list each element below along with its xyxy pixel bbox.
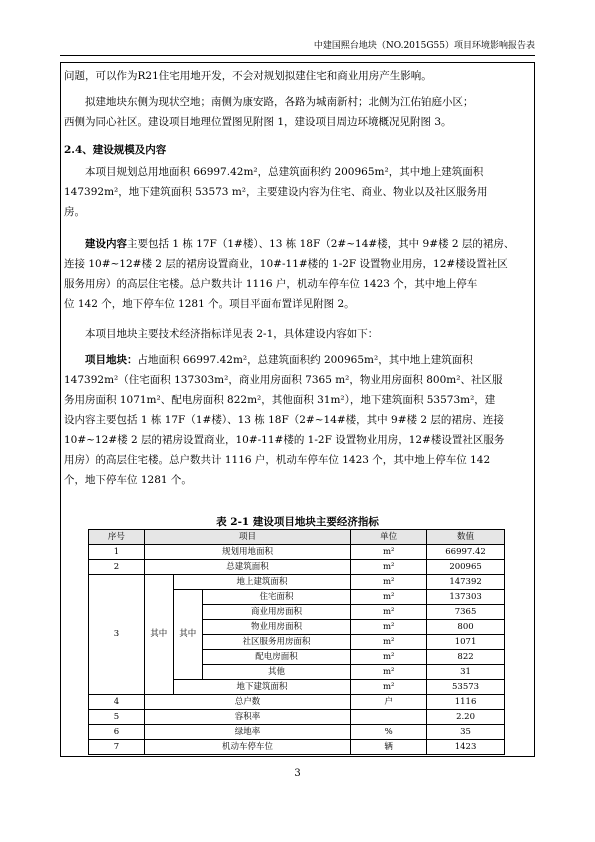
text-line: 用房）的高层住宅楼。总户数共计 1116 户，机动车停车位 1423 个，其中地上停车位 142 (64, 454, 491, 466)
page-number: 3 (294, 768, 301, 779)
text-line: 10#~12#楼 2 层的裙房设置商业，10#-11#楼的 1-2F 设置物业用房，12#楼设置社区服务 (64, 434, 505, 446)
row-unit: % (351, 725, 427, 740)
text-line: 项目地块：占地面积 66997.42m²，总建筑面积约 200965m²，其中地上建筑面积 (85, 354, 473, 366)
row-item: 其他 (202, 665, 351, 680)
row-item: 住宅面积 (202, 590, 351, 605)
header-unit: 单位 (351, 530, 427, 545)
table-row (89, 695, 505, 710)
row-value: 2.20 (427, 710, 505, 725)
paragraph-table-reference (64, 324, 531, 344)
text-line: 本项目规划总用地面积 66997.42m²，总建筑面积约 200965m²，其中地上建筑面积 (85, 166, 484, 178)
bold-lead: 项目地块： (85, 354, 138, 366)
table-row (89, 710, 505, 725)
row-no: 6 (89, 725, 145, 740)
table-header-row (89, 530, 505, 545)
row-item: 物业用房面积 (202, 620, 351, 635)
paragraph-land-use (64, 66, 531, 86)
row-item: 总户数 (144, 695, 350, 710)
row-no: 1 (89, 545, 145, 560)
row-value: 200965 (427, 560, 505, 575)
subgroup-label: 其中 (173, 590, 202, 680)
row-unit: m² (351, 665, 427, 680)
row-item: 规划用地面积 (144, 545, 350, 560)
row-value: 822 (427, 650, 505, 665)
text-line: 本项目地块主要技术经济指标详见表 2-1，具体建设内容如下： (85, 328, 379, 340)
table-title: 表 2-1 建设项目地块主要经济指标 (216, 516, 379, 528)
row-unit: m² (351, 620, 427, 635)
row-unit: m² (351, 680, 427, 695)
text-line: 服务用房）的高层住宅楼。总户数共计 1116 户，机动车停车位 1423 个，其中地上停车 (64, 278, 478, 290)
text-line: 房。 (64, 206, 85, 218)
paragraph-surroundings (64, 92, 531, 132)
row-value: 800 (427, 620, 505, 635)
table-row (89, 560, 505, 575)
row-value: 53573 (427, 680, 505, 695)
row-unit: m² (351, 560, 427, 575)
text-line: 个，地下停车位 1281 个。 (64, 474, 192, 486)
economic-indicators-table (88, 529, 505, 755)
row-no: 5 (89, 710, 145, 725)
row-value: 1116 (427, 695, 505, 710)
row-unit (351, 710, 427, 725)
bold-lead: 建设内容 (85, 238, 127, 250)
row-unit: 户 (351, 695, 427, 710)
text-line: 建设内容主要包括 1 栋 17F（1#楼）、13 栋 18F（2#~14#楼，其中 9#楼 2 层的裙房、 (85, 238, 515, 250)
table-row (89, 725, 505, 740)
row-item: 配电房面积 (202, 650, 351, 665)
row-value: 7365 (427, 605, 505, 620)
header-no: 序号 (89, 530, 145, 545)
row-item: 总建筑面积 (144, 560, 350, 575)
row-unit: m² (351, 575, 427, 590)
header-rule (60, 55, 535, 56)
row-unit: 辆 (351, 740, 427, 755)
paragraph-scale (64, 162, 531, 222)
header-value: 数值 (427, 530, 505, 545)
row-unit: m² (351, 605, 427, 620)
table-row (89, 740, 505, 755)
row-item: 绿地率 (144, 725, 350, 740)
text-line: 147392m²（住宅面积 137303m²，商业用房面积 7365 m²，物业用房面积 800m²、社区服 (64, 374, 503, 386)
row-no: 2 (89, 560, 145, 575)
row-unit: m² (351, 590, 427, 605)
row-no: 3 (89, 575, 145, 695)
row-item: 机动车停车位 (144, 740, 350, 755)
table-row (89, 545, 505, 560)
paragraph-project-plot (64, 350, 531, 490)
row-item: 地下建筑面积 (173, 680, 351, 695)
text-line: 设内容主要包括 1 栋 17F（1#楼）、13 栋 18F（2#~14#楼，其中 9#楼 2 层的裙房、连接 (64, 414, 504, 426)
table-row (89, 575, 505, 590)
text-line: 位 142 个，地下停车位 1281 个。项目平面布置详见附图 2。 (64, 298, 355, 310)
row-unit: m² (351, 650, 427, 665)
text-line: 拟建地块东侧为现状空地；南侧为康安路，各路为城南新村；北侧为江佑铂庭小区； (85, 96, 474, 108)
report-header: 中建国熙台地块（NO.2015G55）项目环境影响报告表 (313, 41, 535, 51)
text-line: 务用房面积 1071m²、配电房面积 822m²，其他面积 31m²），地下建筑面积 53573m²，建 (64, 394, 496, 406)
row-item: 商业用房面积 (202, 605, 351, 620)
text-line: 问题，可以作为R21住宅用地开发，不会对规划拟建住宅和商业用房产生影响。 (64, 70, 432, 82)
row-item: 容积率 (144, 710, 350, 725)
row-unit: m² (351, 545, 427, 560)
row-unit: m² (351, 635, 427, 650)
row-no: 7 (89, 740, 145, 755)
row-item: 地上建筑面积 (173, 575, 351, 590)
group-label: 其中 (144, 575, 173, 695)
section-heading: 2.4、建设规模及内容 (64, 144, 167, 156)
paragraph-construction-content (64, 234, 531, 314)
row-no: 4 (89, 695, 145, 710)
row-value: 137303 (427, 590, 505, 605)
text-line: 连接 10#~12#楼 2 层的裙房设置商业，10#-11#楼的 1-2F 设置物业用房，12#楼设置社区 (64, 258, 508, 270)
row-value: 66997.42 (427, 545, 505, 560)
row-value: 1423 (427, 740, 505, 755)
row-item: 社区服务用房面积 (202, 635, 351, 650)
text-line: 西侧为同心社区。建设项目地理位置图见附图 1，建设项目周边环境概况见附图 3。 (64, 116, 452, 128)
text-line: 147392m²，地下建筑面积 53573 m²，主要建设内容为住宅、商业、物业以及社区服务用 (64, 186, 488, 198)
header-item: 项目 (144, 530, 350, 545)
row-value: 31 (427, 665, 505, 680)
row-value: 1071 (427, 635, 505, 650)
row-value: 35 (427, 725, 505, 740)
row-value: 147392 (427, 575, 505, 590)
